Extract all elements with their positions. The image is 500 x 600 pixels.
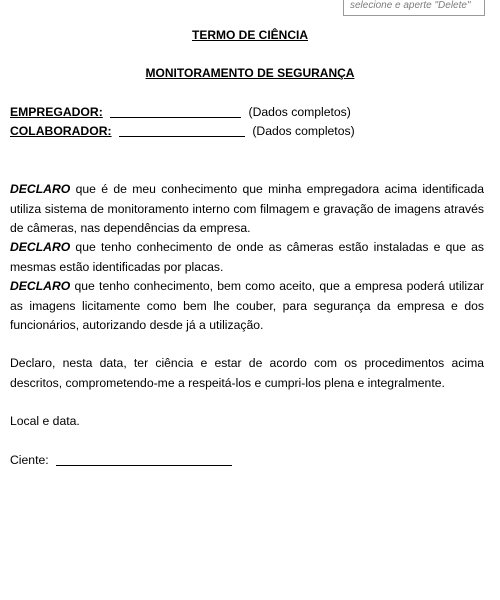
- employee-row: [10, 124, 355, 138]
- declaration-text: que é de meu conhecimento que minha empregadora acima identificada utiliza sistema de monitoramento interno com filmagem e gravação de imagens através de câmeras, nas dependências da empresa.: [10, 182, 484, 235]
- employee-label: COLABORADOR:: [10, 124, 112, 138]
- employee-blank-line: [119, 124, 245, 137]
- declaration-keyword: DECLARO: [10, 279, 71, 293]
- employer-hint: (Dados completos): [248, 105, 351, 119]
- closing-paragraph: Declaro, nesta data, ter ciência e estar de acordo com os procedimentos acima descritos, comprometendo-me a respeitá-los e cumpri-los plena e integralmente.: [10, 356, 484, 390]
- declaration-paragraph-3: [10, 277, 484, 336]
- employer-row: [10, 105, 351, 119]
- local-and-date: Local e data.: [10, 414, 80, 428]
- signature-label: Ciente:: [10, 453, 49, 467]
- employer-blank-line: [110, 105, 241, 118]
- declaration-paragraph-2: [10, 238, 484, 277]
- employer-label: EMPREGADOR:: [10, 105, 103, 119]
- signature-row: [10, 453, 232, 467]
- document-title: TERMO DE CIÊNCIA: [191, 28, 308, 42]
- declaration-keyword: DECLARO: [10, 182, 71, 196]
- declaration-text: que tenho conhecimento, bem como aceito, que a empresa poderá utilizar as imagens licitamente como bem lhe couber, para segurança da empresa e dos funcionários, autorizando desde já a utilização.: [10, 279, 484, 332]
- instruction-note-line-2: selecione e aperte "Delete": [350, 0, 471, 11]
- declaration-paragraph-1: [10, 180, 484, 239]
- declaration-keyword: DECLARO: [10, 240, 71, 254]
- document-subtitle: MONITORAMENTO DE SEGURANÇA: [145, 66, 355, 80]
- employee-hint: (Dados completos): [252, 124, 355, 138]
- instruction-note: [343, 0, 485, 16]
- declaration-text: que tenho conhecimento de onde as câmeras estão instaladas e que as mesmas estão identificadas por placas.: [10, 240, 484, 274]
- signature-line: [56, 453, 232, 466]
